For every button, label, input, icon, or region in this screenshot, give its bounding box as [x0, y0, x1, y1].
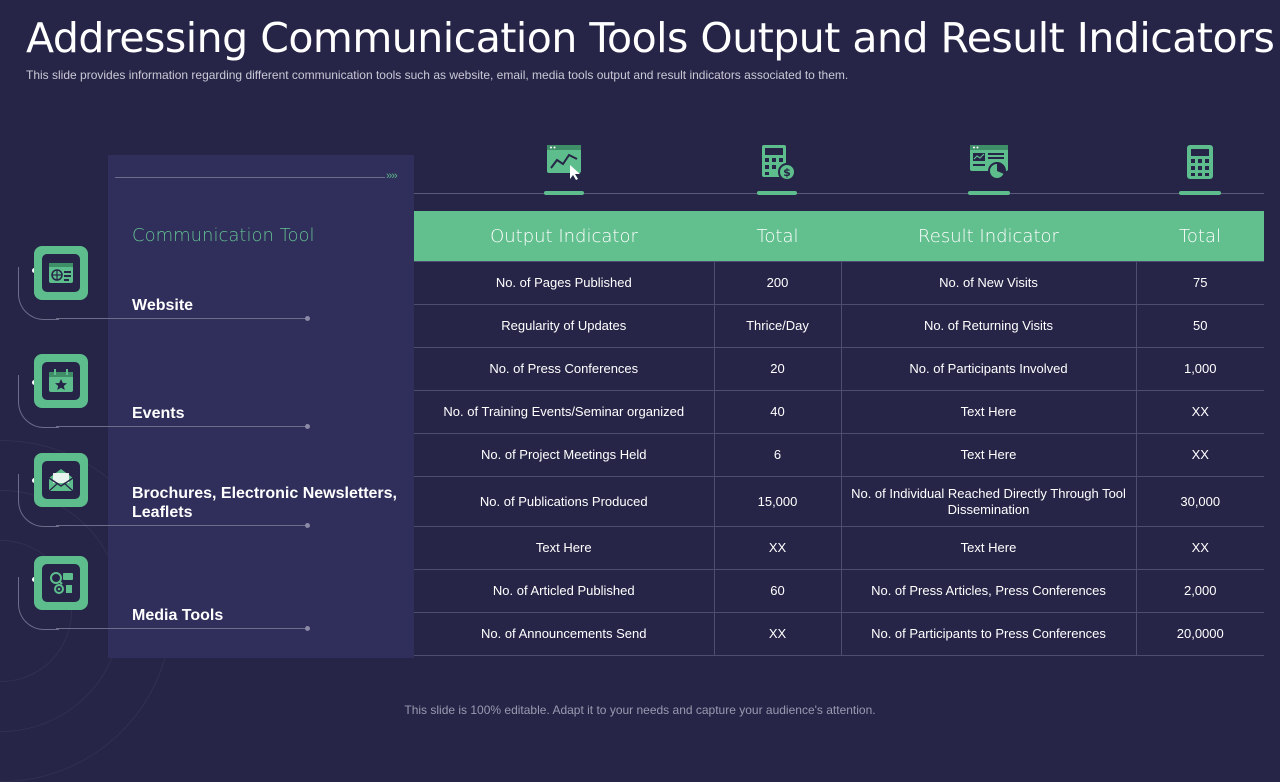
connector-line — [56, 426, 308, 427]
connector-line — [56, 318, 308, 319]
svg-text:$: $ — [783, 166, 791, 179]
envelope-icon — [34, 453, 88, 507]
page-subtitle: This slide provides information regarding different communication tools such as website, email, media tools output and result indicators associated to them. — [26, 68, 849, 82]
table-cell: 40 — [714, 391, 841, 434]
table-cell: No. of Press Conferences — [414, 348, 714, 391]
calendar-star-icon — [34, 354, 88, 408]
table-cell: No. of Training Events/Seminar organized — [414, 391, 714, 434]
dashboard-monitor-icon — [969, 143, 1009, 181]
tool-label-website: Website — [132, 297, 194, 314]
table-cell: No. of Participants to Press Conferences — [841, 613, 1136, 656]
table-row — [414, 434, 1264, 477]
communication-tool-heading: Communication Tool — [132, 225, 315, 246]
chevrons-right-icon: ›››› — [386, 170, 397, 182]
calculator-icon — [1181, 143, 1221, 181]
table-row — [414, 262, 1264, 305]
table-row — [414, 527, 1264, 570]
panel-divider — [115, 177, 385, 178]
table-cell: Thrice/Day — [714, 305, 841, 348]
table-cell: No. of Returning Visits — [841, 305, 1136, 348]
column-header-output-indicator: Output Indicator — [414, 211, 714, 262]
footer-note: This slide is 100% editable. Adapt it to your needs and capture your audience's attention. — [404, 703, 876, 717]
table-cell: XX — [1136, 527, 1264, 570]
connector-line — [56, 628, 308, 629]
table-cell: 20 — [714, 348, 841, 391]
page-title: Addressing Communication Tools Output and Result Indicators — [26, 14, 1275, 62]
table-cell: No. of Publications Produced — [414, 477, 714, 527]
table-cell: Text Here — [414, 527, 714, 570]
table-cell: 15,000 — [714, 477, 841, 527]
table-cell: No. of Project Meetings Held — [414, 434, 714, 477]
table-row — [414, 570, 1264, 613]
table-cell: XX — [714, 613, 841, 656]
connector-end-dot — [305, 523, 310, 528]
column-accent-bar — [1179, 191, 1221, 195]
table-row — [414, 348, 1264, 391]
table-row — [414, 613, 1264, 656]
column-accent-bar — [544, 191, 584, 195]
table-cell: No. of Participants Involved — [841, 348, 1136, 391]
table-cell: 1,000 — [1136, 348, 1264, 391]
tool-label-brochures: Brochures, Electronic Newsletters, Leaflets — [132, 485, 397, 521]
table-cell: No. of Pages Published — [414, 262, 714, 305]
table-cell: 200 — [714, 262, 841, 305]
table-header-row — [414, 211, 1264, 262]
indicator-table — [414, 211, 1264, 656]
table-cell: 60 — [714, 570, 841, 613]
tool-label-events: Events — [132, 405, 185, 422]
table-row — [414, 391, 1264, 434]
column-header-total: Total — [714, 211, 841, 262]
table-cell: XX — [1136, 391, 1264, 434]
connector-end-dot — [305, 424, 310, 429]
table-cell: No. of Press Articles, Press Conferences — [841, 570, 1136, 613]
connector-line — [56, 525, 308, 526]
media-tools-icon — [34, 556, 88, 610]
table-cell: 30,000 — [1136, 477, 1264, 527]
table-cell: Text Here — [841, 527, 1136, 570]
table-cell: 75 — [1136, 262, 1264, 305]
table-cell: No. of Announcements Send — [414, 613, 714, 656]
table-cell: Text Here — [841, 391, 1136, 434]
connector-end-dot — [305, 626, 310, 631]
column-accent-bar — [757, 191, 797, 195]
column-header-total: Total — [1136, 211, 1264, 262]
header-rule — [414, 193, 1264, 194]
table-cell: 6 — [714, 434, 841, 477]
column-header-result-indicator: Result Indicator — [841, 211, 1136, 262]
chart-monitor-icon — [545, 143, 585, 181]
table-cell: Text Here — [841, 434, 1136, 477]
table-cell: Regularity of Updates — [414, 305, 714, 348]
table-cell: XX — [714, 527, 841, 570]
tool-label-media-tools: Media Tools — [132, 607, 224, 624]
table-row — [414, 477, 1264, 527]
website-icon — [34, 246, 88, 300]
table-cell: No. of Individual Reached Directly Through Tool Dissemination — [841, 477, 1136, 527]
column-accent-bar — [968, 191, 1010, 195]
table-cell: 50 — [1136, 305, 1264, 348]
table-cell: No. of Articled Published — [414, 570, 714, 613]
calculator-coin-icon — [758, 143, 798, 181]
table-cell: No. of New Visits — [841, 262, 1136, 305]
table-row — [414, 305, 1264, 348]
connector-end-dot — [305, 316, 310, 321]
table-cell: 20,0000 — [1136, 613, 1264, 656]
table-cell: XX — [1136, 434, 1264, 477]
table-cell: 2,000 — [1136, 570, 1264, 613]
